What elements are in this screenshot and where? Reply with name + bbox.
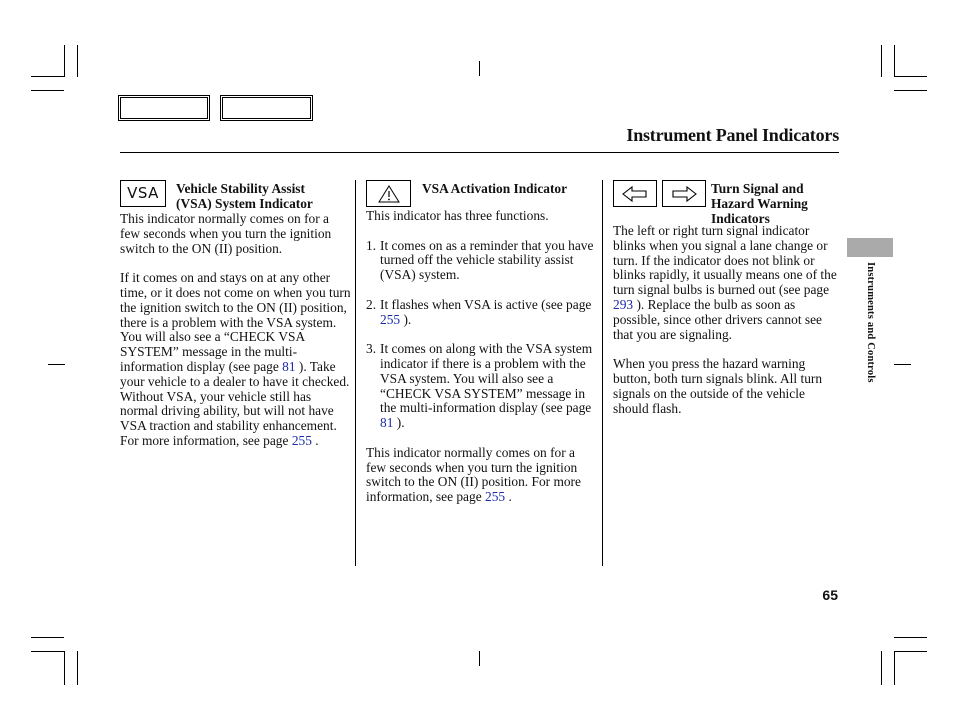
paragraph: This indicator normally comes on for a few seconds when you turn the ignition switch to the ON (II) position. For more information, see page 255 . [366,444,581,505]
crop-mark [894,90,927,91]
crop-mark [894,364,911,365]
crop-mark [77,45,78,77]
nav-box-right[interactable] [220,95,313,121]
title-rule [120,152,839,153]
crop-mark [31,637,64,638]
column-divider [355,180,356,566]
page-title: Instrument Panel Indicators [626,125,839,145]
page-number: 65 [822,587,838,603]
paragraph: This indicator has three functions. [366,208,549,223]
crop-mark [479,61,480,76]
crop-mark [894,651,927,652]
crop-mark [479,651,480,666]
crop-mark [64,651,65,685]
crop-mark [64,45,65,77]
paragraph: When you press the hazard warning button, both turn signals blink. All turn signals on the outside of the vehicle should flash. [613,356,823,416]
paragraph: If it comes on and stays on at any other time, or it does not come on when you turn the ignition switch to the ON (II) position, there is a problem with the VSA system. You will also see a “CHECK VSA SYSTEM” message in the multi-information display (see page 81 ). Take your vehicle to a dealer to have it checked. Without VSA, your vehicle still has normal driving ability, but will not have VSA traction and stability enhancement. For more information, see page 255 . [120,270,351,448]
crop-mark [48,364,65,365]
right-arrow-icon [662,180,706,207]
warning-triangle-icon [366,180,411,207]
section-header [613,180,841,226]
list-item: 2. It flashes when VSA is active (see page 255 ). [366,296,592,327]
crop-mark [894,45,895,77]
side-tab-label: Instruments and Controls [865,262,876,383]
column-vsa-activation [366,180,596,520]
function-list [366,239,596,431]
crop-mark [894,637,927,638]
page-link[interactable]: 255 [380,311,401,327]
section-heading: Vehicle Stability Assist (VSA) System Indicator [176,181,313,211]
page-link[interactable]: 81 [282,358,296,374]
column-turn-signal [613,180,841,431]
side-tab [847,238,893,257]
page-link[interactable]: 255 [485,489,506,505]
nav-box-left[interactable] [118,95,210,121]
crop-mark [31,90,64,91]
section-header [366,180,596,207]
list-item: 3. It comes on along with the VSA system indicator if there is a problem with the VSA system. You will also see a “CHECK VSA SYSTEM” message in the multi-information display (see page 81 ). [366,341,593,431]
crop-mark [77,651,78,685]
crop-mark [894,76,927,77]
crop-mark [31,76,64,77]
list-item: 1. It comes on as a reminder that you have turned off the vehicle stability assist (VSA) system. [366,237,594,283]
crop-mark [894,651,895,685]
column-divider [602,180,603,566]
section-heading: VSA Activation Indicator [422,181,568,196]
page-link[interactable]: 255 [291,432,312,448]
section-header [120,180,352,211]
page-link[interactable]: 293 [613,296,634,312]
vsa-text-icon: VSA [120,180,166,207]
crop-mark [31,651,64,652]
left-arrow-icon [613,180,657,207]
crop-mark [881,651,882,685]
crop-mark [881,45,882,77]
paragraph: This indicator normally comes on for a few seconds when you turn the ignition switch to the ON (II) position. [120,211,332,256]
section-heading: Turn Signal and Hazard Warning Indicators [711,181,808,226]
paragraph: The left or right turn signal indicator blinks when you signal a lane change or turn. If the indicator does not blink or blinks rapidly, it usually means one of the turn signal bulbs is burned out (see page 293 ). Replace the bulb as soon as possible, since other drivers cannot see that you are signaling. [613,223,837,342]
column-vsa-system [120,180,352,464]
page-link[interactable]: 81 [380,415,394,431]
